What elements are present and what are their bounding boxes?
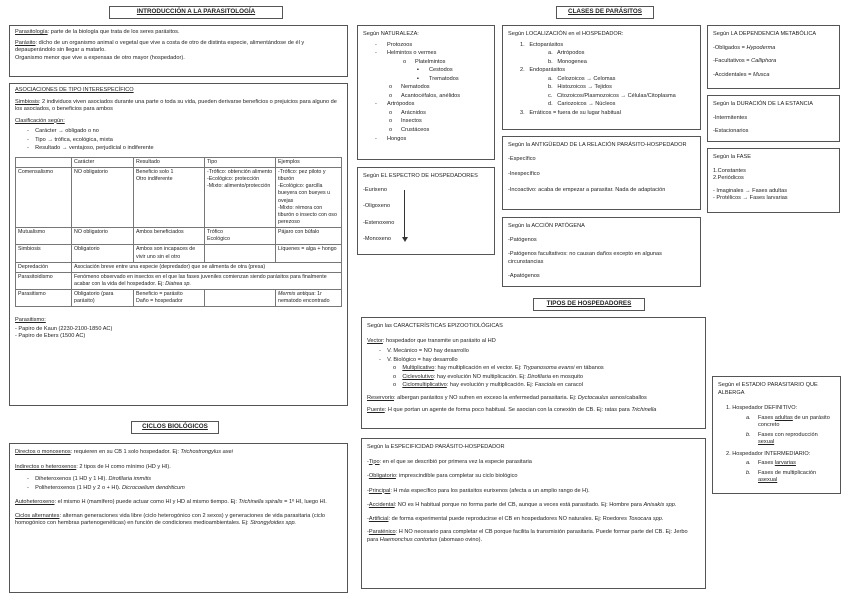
vector-list xyxy=(367,348,700,390)
papiro-item: - Papiro de Kaun (2230-2100-1850 AC) xyxy=(15,325,113,332)
arrow-line xyxy=(404,190,405,239)
table-row xyxy=(16,228,342,245)
naturaleza-item: ▪ Cestodos xyxy=(417,67,453,74)
table-row xyxy=(16,290,342,307)
patogena-heading: Según la ACCIÓN PATÓGENA xyxy=(508,223,585,229)
list-item: o Multiplicativo: hay multiplicación en el vector. Ej: Trypanosoma evansi en tábanos xyxy=(393,365,604,372)
intro-box xyxy=(9,25,348,77)
table-cell: Simbiosis xyxy=(16,245,72,262)
table-header: Resultado xyxy=(134,157,205,167)
bullet: ▪ xyxy=(417,67,419,74)
localizacion-box xyxy=(502,25,701,130)
table-header: Ejemplos xyxy=(276,157,342,167)
list-item: - Poliheteroxenos (1 HD y 2 o + HI). Dicrocoelium dendriticum xyxy=(27,484,185,491)
table-cell: Parasitoidismo xyxy=(16,272,72,289)
localizacion-item: 1. Ectoparásitos xyxy=(520,41,564,48)
table-cell: -Trófico: pez piloto y tiburón -Ecológico: garcilla bueyera con bueyes u ovejas -Mixto: rémora con tiburón o insecto con oso perezoso xyxy=(276,167,342,227)
localizacion-item: b. Monogenea xyxy=(548,58,587,65)
duracion-item: -Intermitentes xyxy=(713,114,748,121)
arrow-down-icon xyxy=(402,237,408,242)
espectro-item: -Monoxeno xyxy=(363,236,391,243)
autoheteroxeno-def: Autoheteroxeno: el mismo H (mamífero) puede actuar como HI y HD al mismo tiempo. Ej: Trichinella spiralis = 1º HI, luego HI. xyxy=(15,499,327,506)
table-cell: Pájaro con búfalo xyxy=(276,228,342,245)
parasitismo-heading: Parasitismo: xyxy=(15,317,46,324)
bullet: o xyxy=(389,127,393,134)
table-cell: Depredación xyxy=(16,262,72,272)
bullet: - xyxy=(375,135,377,142)
table-cell: Ambos son incapaces de vivir uno sin el otro xyxy=(134,245,205,262)
table-cell: Mermis antiqua: 1r nematodo encontrado xyxy=(276,290,342,307)
simbiosis-def: Simbiosis: 2 individuos viven asociados durante una parte o toda su vida, pueden derivarse beneficios o prejuicios para alguno de los asociados, o beneficios para ambos xyxy=(15,98,337,113)
table-cell: Ambos beneficiados xyxy=(134,228,205,245)
epizoo-heading: Según las CARACTERÍSTICAS EPIZOOTIOLÓGICAS xyxy=(367,323,503,329)
duracion-heading: Según la DURACIÓN DE LA ESTANCIA xyxy=(713,101,813,107)
bullet: o xyxy=(389,92,393,99)
list-item: o Ciclevolutivo: hay evolución NO multiplicación. Ej: Dirofilaria en mosquito xyxy=(393,373,583,380)
naturaleza-item: o Insectos xyxy=(389,118,422,125)
table-cell: Fenómeno observado en insectos en el que las fases juveniles comienzan siendo parásitos para finalmente acabar con la vida del hospedador. Ej: Diatrea sp. xyxy=(72,272,342,289)
naturaleza-item: - Hongos xyxy=(375,135,407,142)
naturaleza-item: - Protozoos xyxy=(375,41,413,48)
naturaleza-box xyxy=(357,25,495,160)
patogena-item: -Patógenos facultativos: no causan daños excepto en algunas circunstancias xyxy=(508,251,662,265)
ciclos-box xyxy=(9,443,348,593)
espectro-item: -Oligoxeno xyxy=(363,203,391,210)
obligatorio-def: -Obligatorio: imprescindible para completar su ciclo biológico xyxy=(367,473,518,480)
asociaciones-table xyxy=(15,157,342,308)
naturaleza-item: ▪ Trematodos xyxy=(417,75,459,82)
accidental-def: -Accidental: NO es H habitual porque no forma parte del CB, aunque a veces está parasitado. Ej: Hombre para Anisakis spp. xyxy=(367,502,677,509)
bullet: o xyxy=(403,58,407,65)
table-cell: Mutualismo xyxy=(16,228,72,245)
localizacion-item: c. Citozoicos/Plasmozoicos → Células/Citoplasma xyxy=(548,92,676,99)
bullet: o xyxy=(389,84,393,91)
antiguedad-item: -Inespecífico xyxy=(508,171,540,178)
list-item: b. Fases con reproducción sexual xyxy=(746,431,818,446)
table-cell: Parasitismo xyxy=(16,290,72,307)
metabolica-box xyxy=(707,25,840,89)
fase-item: 1.Constantes xyxy=(713,167,746,174)
espectro-box xyxy=(357,167,495,255)
metabolica-item: -Accidentales = Musca xyxy=(713,71,770,78)
fase-subitem: - Imaginales → Fases adultas xyxy=(713,187,787,194)
indirectos-list xyxy=(15,476,342,492)
alternantes-def: Ciclos alternantes: alternan generaciones vida libre (ciclo heterogónico con 2 sexos) y generaciones de vida parasitaria (ciclo homogónico con hembras partenogenéticas) en función de condiciones medioambientales. Ej: Strongyloides spp. xyxy=(15,512,326,527)
naturaleza-item: - Helmintos o vermes xyxy=(375,50,437,57)
naturaleza-heading: Según NATURALEZA: xyxy=(363,31,419,37)
criteria-item: - Carácter → obligado o no xyxy=(27,128,99,135)
bullet: - xyxy=(375,101,377,108)
parantenico-def: -Paraténico: H NO necesario para completar el CB porque facilita la transmisión parasitaria. Puede formar parte del CB. Ej: Jerbo para Haemonchus contortus (abomaso ovino). xyxy=(367,529,688,543)
intermediario-label: 2. Hospedador INTERMEDIARIO: xyxy=(726,450,811,457)
table-cell: -Trófico: obtención alimento -Ecológico: protección -Mixto: alimento/protección xyxy=(205,167,276,227)
reservorio-def: Reservorio: albergan parásitos y NO sufren en exceso la enfermedad parasitaria. Ej: Dyctocaulus asnos/caballos xyxy=(367,394,647,401)
estadio-box xyxy=(712,376,841,494)
fase-heading: Según la FASE xyxy=(713,154,751,160)
table-cell: Obligatorio xyxy=(72,245,134,262)
table-cell: Líquenes = alga + hongo xyxy=(276,245,342,262)
localizacion-item: 2. Endoparásitos xyxy=(520,67,566,74)
table-cell: Obligatorio (para parásito) xyxy=(72,290,134,307)
tipo-def: -Tipo: en el que se describió por primera vez la especie parasitaria xyxy=(367,458,532,465)
localizacion-list xyxy=(508,42,695,118)
definitivo-label: 1. Hospedador DEFINITIVO: xyxy=(726,405,798,412)
antiguedad-item: -Específico xyxy=(508,155,536,162)
duracion-box xyxy=(707,95,840,142)
list-item: o Ciclomultiplicativo: hay evolución y multiplicación. Ej: Fasciola en caracol xyxy=(393,382,583,389)
vector-def: Vector: hospedador que transmite un parásito al HD xyxy=(367,337,496,344)
table-header-row xyxy=(16,157,342,167)
table-header xyxy=(16,157,72,167)
espectro-item: -Eurixeno xyxy=(363,186,387,193)
antiguedad-heading: Según la ANTIGÜEDAD DE LA RELACIÓN PARÁSITO-HOSPEDADOR xyxy=(508,142,687,148)
bullet: o xyxy=(389,118,393,125)
table-row xyxy=(16,272,342,289)
list-item: a. Fases adultas de un parásito concreto xyxy=(746,414,830,429)
metabolica-heading: Según LA DEPENDENCIA METABÓLICA xyxy=(713,31,817,37)
patogena-box xyxy=(502,217,701,287)
list-item: a. Fases larvarias xyxy=(746,460,796,467)
naturaleza-item: o Arácnidos xyxy=(389,109,426,116)
patogena-item: -Patógenos xyxy=(508,236,537,243)
criteria-item: - Resultado → ventajoso, perjudicial o indiferente xyxy=(27,145,154,152)
table-cell: NO obligatorio xyxy=(72,228,134,245)
bullet: o xyxy=(389,109,393,116)
naturaleza-item: o Platelmintos xyxy=(403,58,446,65)
parasito-def: Parásito: dícho de un organismo animal o vegetal que vive a costa de otro de distinta especie, alimentándose de él y depauperándolo sin llegar a matarlo. Organismo menor que vive a expensas de otro mayor (hospedador). xyxy=(15,39,305,61)
table-header: Carácter xyxy=(72,157,134,167)
fase-box xyxy=(707,148,840,213)
list-item: b. Fases de multiplicación asexual xyxy=(746,469,817,484)
localizacion-item: a. Artrópodos xyxy=(548,50,585,57)
table-cell: Asociación breve entre una especie (depredador) que se alimenta de otra (presa) xyxy=(72,262,342,272)
list-item: - V. Biológico = hay desarrollo xyxy=(379,356,458,363)
list-item: - V. Mecánico = NO hay desarrollo xyxy=(379,348,469,355)
espectro-item: -Estenoxeno xyxy=(363,219,395,226)
indirectos-def: Indirectos o heteroxenos: 2 tipos de H como mínimo (HD y HI). xyxy=(15,463,171,470)
table-row xyxy=(16,167,342,227)
principal-def: -Principal: H más específico para los parásitos eurixenos (afecta a un amplio rango de H). xyxy=(367,487,590,494)
espectro-heading: Según EL ESPECTRO DE HOSPEDADORES xyxy=(363,173,478,179)
ciclos-title: CICLOS BIOLÓGICOS xyxy=(131,421,219,434)
naturaleza-item: o Acantocéfalos, anélidos xyxy=(389,92,461,99)
naturaleza-item: o Nematodos xyxy=(389,84,430,91)
fase-subitem: - Protélicos → Fases larvarias xyxy=(713,195,788,202)
fase-item: 2.Periódicos xyxy=(713,175,744,182)
metabolica-item: -Facultativos = Calliphora xyxy=(713,58,777,65)
puente-def: Puente: H que portan un agente de forma poco habitual. Se asocian con la conexión de CB. Ej: ratas para Trichinella xyxy=(367,407,657,414)
bullet: - xyxy=(375,41,377,48)
table-cell: Trófico Ecológico xyxy=(205,228,276,245)
patogena-item: -Apatógenos xyxy=(508,273,540,280)
list-item: - Diheteroxenos (1 HD y 1 HI). Dirofilaria immitis xyxy=(27,476,152,483)
table-row xyxy=(16,262,342,272)
localizacion-item: a. Celozoicos → Celomas xyxy=(548,75,616,82)
clases-title: CLASES DE PARÁSITOS xyxy=(556,6,654,19)
hospedadores-title: TIPOS DE HOSPEDADORES xyxy=(533,298,645,311)
clasificacion-heading: Clasificación según: xyxy=(15,117,65,124)
naturaleza-list xyxy=(363,42,489,144)
table-header: Tipo xyxy=(205,157,276,167)
table-cell: Comensalismo xyxy=(16,167,72,227)
metabolica-item: -Obligados = Hypoderma xyxy=(713,44,776,51)
table-cell: Beneficio = parásito Daño = hospedador xyxy=(134,290,205,307)
table-cell: Beneficio solo 1 Otro indiferente xyxy=(134,167,205,227)
naturaleza-item: - Artrópodos xyxy=(375,101,415,108)
duracion-item: -Estacionarios xyxy=(713,128,749,135)
bullet: - xyxy=(375,50,377,57)
papiro-item: - Papiro de Ebers (1500 AC) xyxy=(15,333,86,340)
artificial-def: -Artificial: de forma experimental puede reproducirse el CB en hospedadores NO naturales. Ej: Roedores Toxocara spp. xyxy=(367,515,664,522)
table-cell xyxy=(205,290,276,307)
antiguedad-box xyxy=(502,136,701,210)
localizacion-item: b. Histozoicos → Tejidos xyxy=(548,84,612,91)
table-row xyxy=(16,245,342,262)
directos-def: Directos o monoxenos: requieren en su CB 1 solo hospedador. Ej: Trichostrongylus axei xyxy=(15,449,233,455)
especificidad-heading: Según la ESPECIFICIDAD PARÁSITO-HOSPEDADOR xyxy=(367,444,505,450)
localizacion-item: 3. Erráticos = fuera de su lugar habitual xyxy=(520,109,621,116)
intro-title: INTRODUCCIÓN A LA PARASITOLOGÍA xyxy=(109,6,283,19)
criteria-item: - Tipo → trófica, ecológica, mixta xyxy=(27,136,113,143)
naturaleza-item: o Crustáceos xyxy=(389,127,430,134)
asociaciones-heading: ASOCIACIONES DE TIPO INTERESPECÍFICO xyxy=(15,87,134,93)
antiguedad-item: -Incoactivo: acaba de empezar a parasitar. Nada de adaptación xyxy=(508,186,666,193)
criteria-list xyxy=(15,128,342,153)
estadio-heading: Según el ESTADIO PARASITARIO QUE ALBERGA xyxy=(718,382,818,396)
asociaciones-box xyxy=(9,83,348,406)
parasitologia-def: Parasitología: parte de la biología que trata de los seres parásitos. xyxy=(15,29,180,35)
table-cell xyxy=(205,245,276,262)
table-cell: NO obligatorio xyxy=(72,167,134,227)
epizoo-box xyxy=(361,317,706,429)
bullet: ▪ xyxy=(417,75,419,82)
especificidad-box xyxy=(361,438,706,589)
localizacion-heading: Según LOCALIZACIÓN en el HOSPEDADOR: xyxy=(508,31,624,37)
localizacion-item: d. Cariozoicos → Núcleos xyxy=(548,101,616,108)
